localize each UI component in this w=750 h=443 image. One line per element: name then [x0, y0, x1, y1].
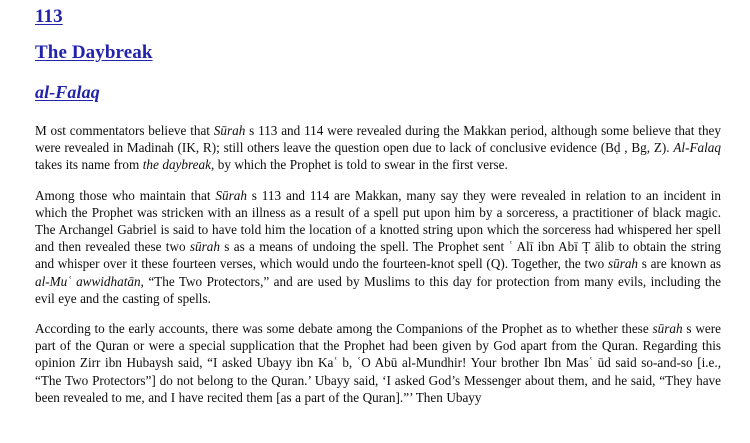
surah-english-title-heading	[35, 42, 153, 64]
paragraph-3: According to the early accounts, there was some debate among the Companions of the Prophet as to whether these sūrah s were part of the Quran or were a special supplication that the Prophet had been given by God apart from the Quran. Regarding this opinion Zirr ibn Hubaysh said, “I asked Ubayy ibn Kaʿ b, ʿO Abū al-Mundhir! Your brother Ibn Masʿ ūd said so-and-so [i.e., “The Two Protectors”] do not belong to the Quran.’ Ubayy said, ‘I asked God’s Messenger about them, and he said, “They have been revealed to me, and I have recited them [as a part of the Quran].”’ Then Ubayy	[35, 321, 721, 405]
surah-number-heading	[35, 6, 63, 28]
surah-english-title-text: The Daybreak	[35, 42, 153, 63]
paragraph-2: Among those who maintain that Sūrah s 113 and 114 are Makkan, many say they were revealed in relation to an incident in which the Prophet was stricken with an illness as a result of a spell put upon him by a sorceress, a practitioner of black magic. The Archangel Gabriel is said to have told him the location of a knotted string upon which the sorceress had whispered her spell and then revealed these two sūrah s as a means of undoing the spell. The Prophet sent ʿ Alī ibn Abī Ṭ ālib to obtain the string and whisper over it these fourteen verses, which would undo the fourteen-knot spell (Q). Together, the two sūrah s are known as al-Muʿ awwidhatān, “The Two Protectors,” and are used by Muslims to this day for protection from many evils, including the evil eye and the casting of spells.	[35, 187, 721, 306]
surah-transliterated-title-heading	[35, 81, 100, 103]
body-text-column	[35, 122, 721, 406]
surah-transliterated-title-text: al-Falaq	[35, 82, 100, 102]
paragraph-1: M ost commentators believe that Sūrah s 113 and 114 were revealed during the Makkan period, although some believe that they were revealed in Madinah (IK, R); still others leave the question open due to lack of conclusive evidence (Bḍ , Bg, Z). Al-Falaq takes its name from the daybreak, by which the Prophet is told to swear in the first verse.	[35, 123, 721, 173]
surah-number-heading-text: 113	[35, 6, 63, 27]
